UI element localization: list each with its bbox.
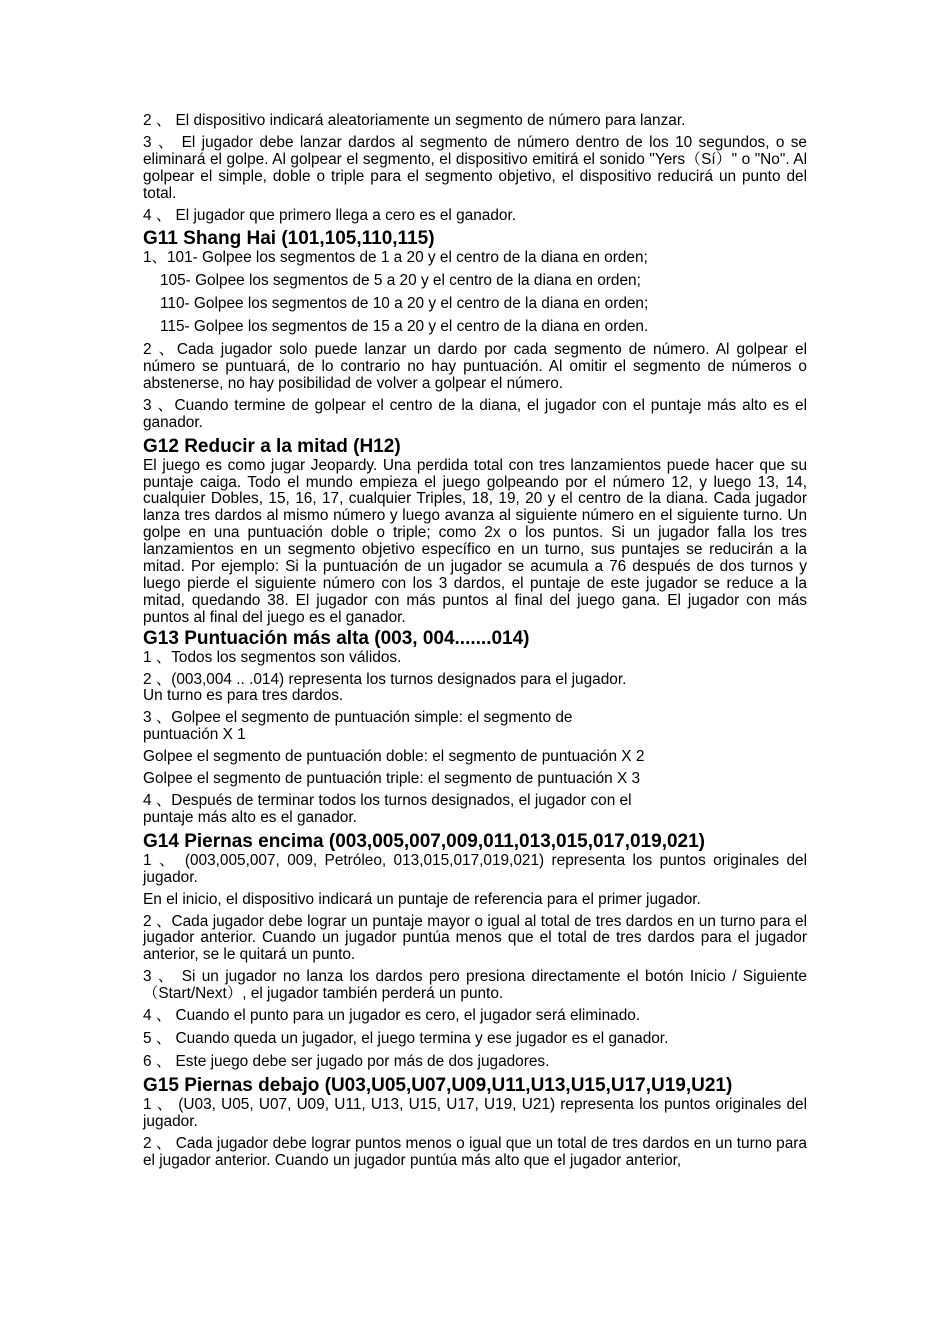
g11-step-1: 1、101- Golpee los segmentos de 1 a 20 y el centro de la diana en orden;: [143, 249, 648, 267]
g11-105: 105- Golpee los segmentos de 5 a 20 y el centro de la diana en orden;: [160, 272, 641, 290]
g13-heading: G13 Puntuación más alta (003, 004.......014): [143, 627, 530, 649]
g10-step-3: 3 、 El jugador debe lanzar dardos al segmento de número dentro de los 10 segundos, o se eliminará el golpe. Al golpear el segmento, el dispositivo emitirá el sonido "Yers（Sí）" o "No". Al golpear el simple, doble o triple para el segmento objetivo, el dispositivo reducirá un punto del total.: [143, 133, 807, 202]
g15-step-1: 1 、 (U03, U05, U07, U09, U11, U13, U15, U17, U19, U21) representa los puntos originales del jugador.: [143, 1095, 807, 1130]
g14-step-1: 1 、 (003,005,007, 009, Petróleo, 013,015,017,019,021) representa los puntos originales del jugador.: [143, 851, 807, 886]
g13-double: Golpee el segmento de puntuación doble: el segmento de puntuación X 2: [143, 748, 645, 766]
g13-step-1: 1 、Todos los segmentos son válidos.: [143, 648, 402, 666]
g13-triple: Golpee el segmento de puntuación triple: el segmento de puntuación X 3: [143, 770, 641, 788]
g12-heading: G12 Reducir a la mitad (H12): [143, 435, 401, 457]
g13-step-4-cont: puntaje más alto es el ganador.: [143, 808, 357, 826]
g10-step-2: 2 、 El dispositivo indicará aleatoriamente un segmento de número para lanzar.: [143, 112, 686, 129]
g14-heading: G14 Piernas encima (003,005,007,009,011,013,015,017,019,021): [143, 830, 706, 852]
g14-step-4: 4 、 Cuando el punto para un jugador es cero, el jugador será eliminado.: [143, 1007, 641, 1025]
g15-step-2: 2 、 Cada jugador debe lograr puntos menos o igual que un total de tres dardos en un turno para el jugador anterior. Cuando un jugador puntúa más alto que el jugador anterior,: [143, 1134, 807, 1169]
g11-heading: G11 Shang Hai (101,105,110,115): [143, 228, 435, 250]
g11-110: 110- Golpee los segmentos de 10 a 20 y el centro de la diana en orden;: [160, 295, 649, 313]
g14-step-2: 2 、Cada jugador debe lograr un puntaje mayor o igual al total de tres dardos en un turno para el jugador anterior. Cuando un jugador puntúa menos que el total de tres dardos para el jugador anterior, se le quitará un punto.: [143, 912, 807, 964]
document-page: [143, 113, 807, 1174]
g13-step-3: 3 、Golpee el segmento de puntuación simple: el segmento de: [143, 709, 573, 727]
g12-body: El juego es como jugar Jeopardy. Una perdida total con tres lanzamientos puede hacer que su puntaje caiga. Todo el mundo empieza el juego golpeando por el número 12, y luego 13, 14, cualquier Dobles, 15, 16, 17, cualquier Triples, 18, 19, 20 y el centro de la diana. Cada jugador lanza tres dardos al mismo número y luego avanza al siguiente número en el siguiente turno. Un golpe en una puntuación doble o triple; como 2x o los puntos. Si un jugador falla los tres lanzamientos en un segmento objetivo específico en un turno, sus puntajes se reducirán a la mitad. Por ejemplo: Si la puntuación de un jugador se acumula a 76 después de dos turnos y luego pierde el siguiente número con los 3 dardos, el puntaje de este jugador se reduce a la mitad, quedando 38. El jugador con más puntos al final del juego gana. El jugador con más puntos al final del juego es el ganador.: [143, 456, 807, 626]
g14-init: En el inicio, el dispositivo indicará un puntaje de referencia para el primer jugador.: [143, 890, 701, 908]
g10-step-4: 4 、 El jugador que primero llega a cero es el ganador.: [143, 206, 517, 224]
g13-step-2: 2 、(003,004 .. .014) representa los turnos designados para el jugador.: [143, 670, 627, 688]
g11-step-2: 2 、Cada jugador solo puede lanzar un dardo por cada segmento de número. Al golpear el número se puntuará, de lo contrario no hay puntuación. Al omitir el segmento de números o abstenerse, no hay posibilidad de volver a golpear el número.: [143, 341, 807, 392]
g14-step-5: 5 、 Cuando queda un jugador, el juego termina y ese jugador es el ganador.: [143, 1029, 669, 1047]
g13-step-3-cont: puntuación X 1: [143, 726, 246, 744]
g13-step-4: 4 、Después de terminar todos los turnos designados, el jugador con el: [143, 792, 632, 809]
g14-step-6: 6 、 Este juego debe ser jugado por más de dos jugadores.: [143, 1052, 550, 1070]
g11-115: 115- Golpee los segmentos de 15 a 20 y el centro de la diana en orden.: [160, 318, 649, 336]
g11-step-3: 3 、Cuando termine de golpear el centro de la diana, el jugador con el puntaje más alto es el ganador.: [143, 396, 807, 431]
g14-step-3: 3 、 Si un jugador no lanza los dardos pero presiona directamente el botón Inicio / Siguiente（Start/Next）, el jugador también perderá un punto.: [143, 968, 807, 1003]
g13-step-2-cont: Un turno es para tres dardos.: [143, 687, 344, 705]
g15-heading: G15 Piernas debajo (U03,U05,U07,U09,U11,U13,U15,U17,U19,U21): [143, 1074, 733, 1096]
